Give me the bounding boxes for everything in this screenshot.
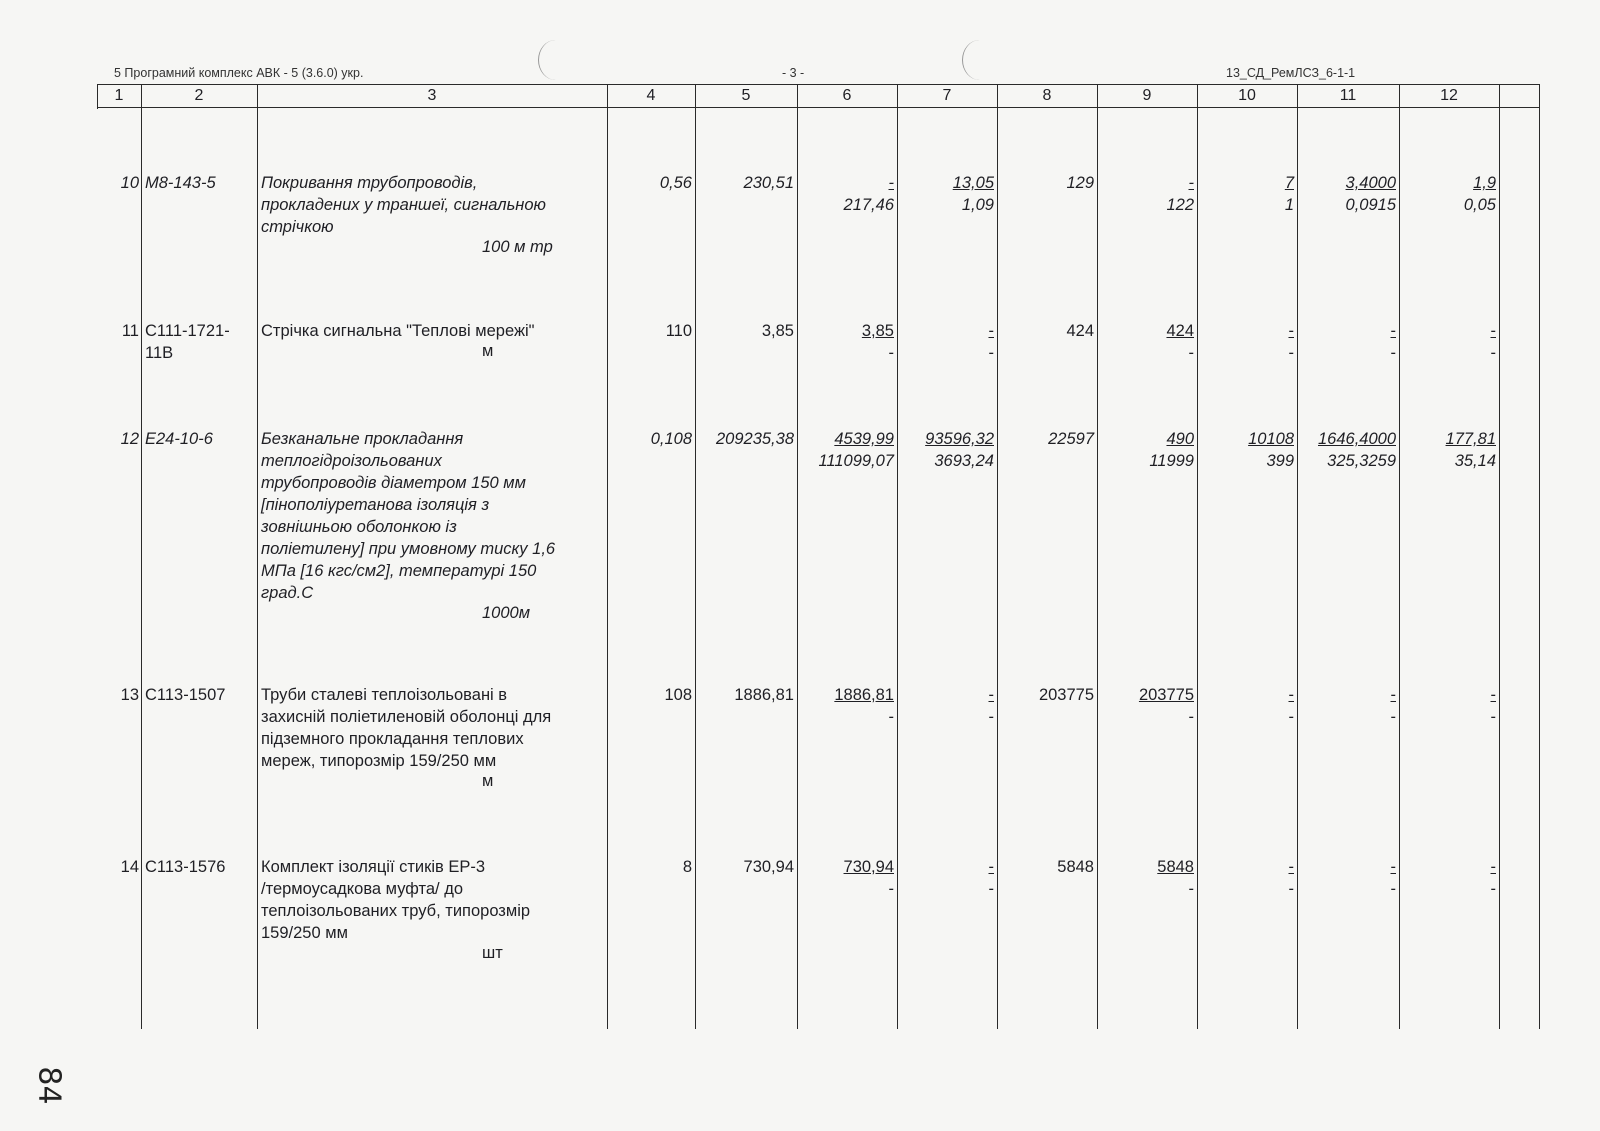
- cell-value-bottom: -: [1288, 344, 1294, 362]
- cell-col12: [1399, 320, 1496, 364]
- cell-value-top: -: [1288, 858, 1294, 876]
- description-line: [пінополіуретанова ізоляція з: [261, 496, 490, 514]
- measure-unit: 100 м тр: [482, 238, 553, 256]
- description-line: теплоізольованих труб, типорозмір: [261, 902, 531, 920]
- row-number: 11: [121, 322, 139, 340]
- cell-value-top: -: [1490, 686, 1496, 704]
- cell-col6: [797, 856, 894, 900]
- cell-col10: [1197, 172, 1294, 216]
- cell-value-top: 4539,99: [834, 430, 894, 448]
- cell-value-top: 490: [1166, 430, 1194, 448]
- column-header-12: 12: [1440, 87, 1458, 104]
- estimate-table: [97, 84, 1539, 1054]
- cell-value-top: 7: [1284, 174, 1294, 192]
- description-line: захисній поліетиленовій оболонці для: [261, 708, 552, 726]
- row-number: 12: [120, 430, 139, 448]
- column-divider: [1499, 84, 1500, 1029]
- column-header-2: 2: [194, 87, 204, 104]
- column-header-1: 1: [114, 87, 124, 104]
- cell-col4: 0,108: [650, 430, 692, 448]
- cell-value-bottom: 1: [1284, 196, 1294, 214]
- cell-col8: 129: [1066, 174, 1094, 192]
- work-description: [261, 172, 601, 238]
- cell-value-top: 1886,81: [834, 686, 894, 704]
- punch-hole-mark: [538, 40, 573, 80]
- cell-value-top: -: [1490, 858, 1496, 876]
- cell-value-top: 177,81: [1445, 430, 1496, 448]
- cell-value-bottom: 1,09: [961, 196, 994, 214]
- cell-col7: [897, 320, 994, 364]
- cell-col4: 110: [665, 322, 692, 340]
- cell-col5: 230,51: [743, 174, 794, 192]
- description-line: Безканальне прокладання: [261, 430, 464, 448]
- cell-value-bottom: -: [1490, 708, 1496, 726]
- cell-value-bottom: 111099,07: [818, 452, 894, 470]
- cell-value-bottom: -: [888, 708, 894, 726]
- cell-value-bottom: 0,0915: [1345, 196, 1396, 214]
- cell-value-top: -: [1390, 322, 1396, 340]
- description-line: прокладених у траншеї, сигнальною: [261, 196, 546, 214]
- cell-col12: [1399, 428, 1496, 472]
- cell-col9: [1097, 172, 1194, 216]
- cell-col12: [1399, 172, 1496, 216]
- table-header-border: [97, 107, 1539, 108]
- cell-value-bottom: -: [1288, 880, 1294, 898]
- cell-value-bottom: 35,14: [1454, 452, 1496, 470]
- description-line: Труби сталеві теплоізольовані в: [261, 686, 508, 704]
- rate-code: М8-143-5: [145, 174, 216, 192]
- description-line: МПа [16 кгс/см2], температурі 150: [261, 562, 537, 580]
- rate-code-line: С111-1721-: [145, 322, 230, 340]
- cell-col11: [1297, 428, 1396, 472]
- cell-col5: 730,94: [743, 858, 794, 876]
- cell-value-top: 1,9: [1473, 174, 1496, 192]
- column-header-6: 6: [842, 87, 852, 104]
- cell-value-top: 3,85: [861, 322, 894, 340]
- measure-unit: 1000м: [482, 604, 531, 622]
- cell-value-top: 424: [1166, 322, 1194, 340]
- cell-value-bottom: 3693,24: [934, 452, 994, 470]
- cell-value-bottom: 325,3259: [1327, 452, 1396, 470]
- cell-col4: 8: [682, 858, 692, 876]
- description-line: теплогідроізольованих: [261, 452, 442, 470]
- cell-value-bottom: -: [1188, 708, 1194, 726]
- description-line: Стрічка сигнальна "Теплові мережі": [261, 322, 535, 340]
- column-divider: [1539, 84, 1540, 1029]
- cell-value-bottom: 217,46: [843, 196, 894, 214]
- cell-col8: 203775: [1038, 686, 1094, 704]
- measure-unit: м: [482, 772, 494, 790]
- work-description: [261, 684, 601, 772]
- column-header-10: 10: [1238, 87, 1256, 104]
- cell-value-top: -: [1390, 858, 1396, 876]
- cell-col11: [1297, 320, 1396, 364]
- cell-col9: [1097, 320, 1194, 364]
- cell-col7: [897, 428, 994, 472]
- cell-col9: [1097, 428, 1194, 472]
- header-doc-code: 13_СД_РемЛСЗ_6-1-1: [1226, 66, 1356, 80]
- description-line: трубопроводів діаметром 150 мм: [261, 474, 526, 492]
- cell-value-top: 203775: [1138, 686, 1194, 704]
- cell-value-bottom: -: [1390, 344, 1396, 362]
- description-line: підземного прокладання теплових: [261, 730, 524, 748]
- column-header-4: 4: [646, 87, 656, 104]
- work-description: [261, 320, 601, 342]
- row-number: 13: [120, 686, 139, 704]
- rate-code: С113-1576: [145, 858, 226, 876]
- column-header-8: 8: [1042, 87, 1052, 104]
- cell-value-top: -: [988, 858, 994, 876]
- cell-value-top: 5848: [1157, 858, 1194, 876]
- column-header-11: 11: [1339, 87, 1357, 104]
- cell-value-top: -: [1390, 686, 1396, 704]
- cell-value-bottom: -: [988, 708, 994, 726]
- rate-code-line: 11В: [145, 344, 174, 362]
- cell-value-top: 730,94: [843, 858, 894, 876]
- description-line: стрічкою: [261, 218, 334, 236]
- cell-value-bottom: -: [1188, 344, 1194, 362]
- cell-value-top: -: [1288, 686, 1294, 704]
- row-number: 10: [120, 174, 139, 192]
- punch-hole-mark: [962, 40, 997, 80]
- cell-value-top: -: [988, 322, 994, 340]
- cell-value-bottom: -: [988, 344, 994, 362]
- description-line: 159/250 мм: [261, 924, 348, 942]
- cell-col4: 0,56: [659, 174, 692, 192]
- description-line: Покривання трубопроводів,: [261, 174, 478, 192]
- cell-col8: 5848: [1057, 858, 1094, 876]
- cell-col11: [1297, 856, 1396, 900]
- cell-col8: 424: [1066, 322, 1094, 340]
- cell-col7: [897, 856, 994, 900]
- header-program: 5 Програмний комплекс АВК - 5 (3.6.0) укр.: [114, 66, 364, 80]
- cell-col10: [1197, 684, 1294, 728]
- table-top-border: [97, 84, 1539, 85]
- cell-value-top: -: [1188, 174, 1194, 192]
- cell-value-bottom: 0,05: [1463, 196, 1496, 214]
- column-header-9: 9: [1142, 87, 1152, 104]
- cell-value-bottom: 122: [1166, 196, 1194, 214]
- description-line: град.С: [261, 584, 314, 602]
- column-header-5: 5: [741, 87, 751, 104]
- cell-col7: [897, 684, 994, 728]
- column-divider: [695, 84, 696, 1029]
- margin-handwritten-number: 84: [31, 1066, 67, 1105]
- cell-value-top: -: [888, 174, 894, 192]
- cell-value-bottom: 399: [1266, 452, 1294, 470]
- cell-col11: [1297, 684, 1396, 728]
- work-description: [261, 856, 601, 944]
- cell-col5: 209235,38: [716, 430, 794, 448]
- cell-value-bottom: -: [888, 344, 894, 362]
- cell-value-top: 93596,32: [925, 430, 994, 448]
- rate-code: С113-1507: [145, 686, 226, 704]
- cell-col9: [1097, 856, 1194, 900]
- cell-value-top: 1646,4000: [1318, 430, 1396, 448]
- cell-value-bottom: -: [1188, 880, 1194, 898]
- column-divider: [141, 84, 142, 1029]
- cell-value-top: 13,05: [952, 174, 994, 192]
- cell-col10: [1197, 320, 1294, 364]
- column-divider: [257, 84, 258, 1029]
- description-line: зовнішньою оболонкою із: [261, 518, 457, 536]
- rate-code: Е24-10-6: [145, 430, 213, 448]
- cell-value-top: -: [1288, 322, 1294, 340]
- cell-col9: [1097, 684, 1194, 728]
- description-line: Комплект ізоляції стиків ЕР-3: [261, 858, 486, 876]
- cell-value-bottom: -: [888, 880, 894, 898]
- cell-value-bottom: -: [1390, 880, 1396, 898]
- column-divider: [607, 84, 608, 1029]
- cell-value-top: 10108: [1248, 430, 1294, 448]
- cell-value-bottom: -: [1288, 708, 1294, 726]
- row-number: 14: [120, 858, 139, 876]
- cell-value-bottom: -: [988, 880, 994, 898]
- cell-col6: [797, 172, 894, 216]
- cell-col10: [1197, 856, 1294, 900]
- cell-col8: 22597: [1048, 430, 1094, 448]
- cell-col6: [797, 320, 894, 364]
- cell-col6: [797, 684, 894, 728]
- description-line: мереж, типорозмір 159/250 мм: [261, 752, 497, 770]
- cell-col12: [1399, 856, 1496, 900]
- work-description: [261, 428, 601, 604]
- description-line: /термоусадкова муфта/ до: [261, 880, 464, 898]
- cell-value-bottom: -: [1390, 708, 1396, 726]
- cell-col4: 108: [664, 686, 692, 704]
- description-line: поліетилену] при умовному тиску 1,6: [261, 540, 556, 558]
- cell-value-bottom: -: [1490, 344, 1496, 362]
- header-page-number: - 3 -: [782, 66, 805, 80]
- cell-col5: 1886,81: [734, 686, 794, 704]
- measure-unit: м: [482, 342, 494, 360]
- column-header-7: 7: [942, 87, 952, 104]
- cell-value-top: -: [988, 686, 994, 704]
- cell-value-top: 3,4000: [1345, 174, 1396, 192]
- cell-col12: [1399, 684, 1496, 728]
- column-header-3: 3: [427, 87, 437, 104]
- cell-value-top: -: [1490, 322, 1496, 340]
- cell-col7: [897, 172, 994, 216]
- cell-col11: [1297, 172, 1396, 216]
- rate-code: [145, 320, 255, 364]
- cell-value-bottom: -: [1490, 880, 1496, 898]
- cell-col6: [797, 428, 894, 472]
- column-divider: [997, 84, 998, 1029]
- cell-value-bottom: 11999: [1149, 452, 1194, 470]
- measure-unit: шт: [482, 944, 503, 962]
- cell-col10: [1197, 428, 1294, 472]
- cell-col5: 3,85: [761, 322, 794, 340]
